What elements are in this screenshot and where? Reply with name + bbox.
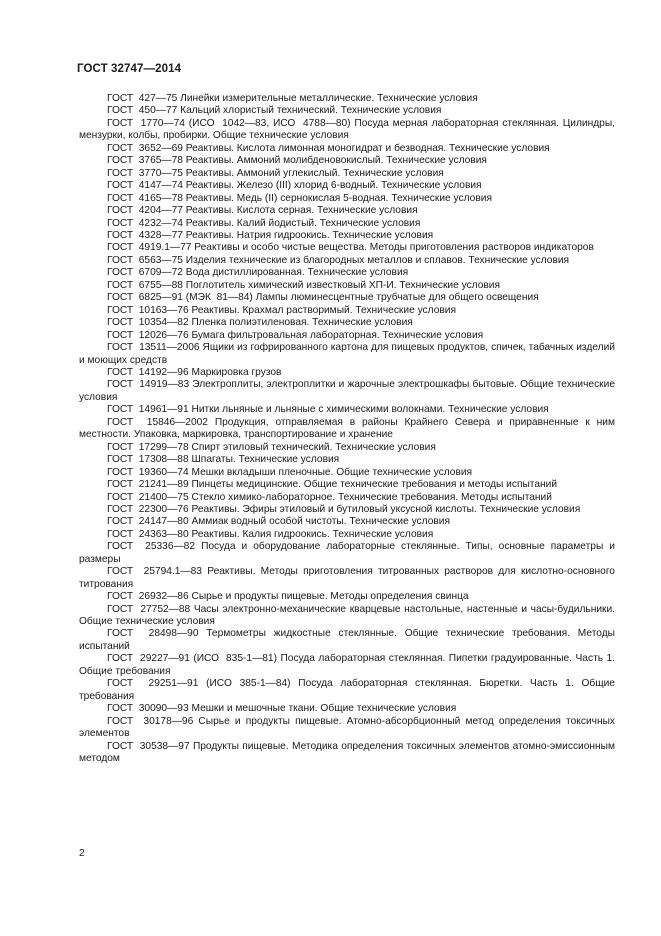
reference-code: ГОСТ 21400—75 xyxy=(107,491,189,503)
reference-title: Лампы люминесцентные трубчатые для общего освещения xyxy=(255,292,539,304)
reference-code: ГОСТ 13511—2006 xyxy=(107,342,200,354)
reference-title: Реактивы. Медь (II) сернокислая 5-водная. Технические условия xyxy=(185,192,492,204)
reference-title: Реактивы и особо чистые вещества. Методы приготовления растворов индикаторов xyxy=(194,242,594,254)
reference-code: ГОСТ 4204—77 xyxy=(107,205,183,217)
reference-title: Сырье и продукты пищевые. Методы определения свинца xyxy=(191,591,469,603)
reference-item xyxy=(79,417,615,442)
reference-code: ГОСТ 14192—96 xyxy=(107,366,189,378)
reference-code: ГОСТ 17299—78 xyxy=(107,441,189,453)
reference-title: Ящики из гофрированного картона для пищевых продуктов, спичек, табачных изделий и моющих средств xyxy=(79,342,615,366)
reference-item xyxy=(79,218,615,230)
reference-code: ГОСТ 14961—91 xyxy=(107,404,189,416)
reference-title: Мешки вкладыши пленочные. Общие технические условия xyxy=(191,466,473,478)
normative-references-list xyxy=(79,93,615,765)
reference-title: Посуда и оборудование лабораторные стеклянные. Типы, основные параметры и размеры xyxy=(79,541,615,565)
reference-title: Спирт этиловый технический. Технические условия xyxy=(191,441,436,453)
reference-item xyxy=(79,180,615,192)
reference-code: ГОСТ 6755—88 xyxy=(107,279,183,291)
reference-item xyxy=(79,467,615,479)
reference-item xyxy=(79,703,615,715)
reference-code: ГОСТ 30090—93 xyxy=(107,703,189,715)
reference-item xyxy=(79,541,615,566)
reference-code: ГОСТ 6563—75 xyxy=(107,254,183,266)
reference-item xyxy=(79,628,615,653)
reference-title: Пленка полиэтиленовая. Технические условия xyxy=(191,317,413,329)
reference-code: ГОСТ 30178—96 xyxy=(107,715,194,727)
reference-title: Продукты пищевые. Методика определения токсичных элементов атомно-эмиссионным методом xyxy=(79,740,615,765)
reference-code: ГОСТ 427—75 xyxy=(107,93,178,104)
reference-title: Кальций хлористый технический. Технические условия xyxy=(180,105,442,117)
reference-title: Мешки и мешочные ткани. Общие технические условия xyxy=(191,703,457,715)
reference-code: ГОСТ 14919—83 xyxy=(107,379,190,391)
reference-title: Бумага фильтровальная лабораторная. Технические условия xyxy=(191,329,484,341)
reference-title: Сырье и продукты пищевые. Атомно-абсорбционный метод определения токсичных элементов xyxy=(79,715,615,740)
reference-title: Реактивы. Натрия гидроокись. Технические условия xyxy=(185,229,434,241)
reference-title: Часы электронно-механические кварцевые настольные, настенные и часы-будильники. Общие технические условия xyxy=(79,603,615,628)
reference-item xyxy=(79,342,615,367)
reference-item xyxy=(79,479,615,491)
reference-item xyxy=(79,653,615,678)
reference-item xyxy=(79,566,615,591)
reference-code: ГОСТ 29227—91 (ИСО 835-1—81) xyxy=(107,653,277,665)
reference-item xyxy=(79,93,615,105)
reference-title: Реактивы. Методы приготовления титрованных растворов для кислотно-основного титрования xyxy=(79,566,615,590)
reference-code: ГОСТ 30538—97 xyxy=(107,740,190,752)
reference-title: Маркировка грузов xyxy=(191,366,282,378)
reference-item xyxy=(79,155,615,167)
reference-item xyxy=(79,330,615,342)
reference-code: ГОСТ 19360—74 xyxy=(107,466,189,478)
reference-code: ГОСТ 12026—76 xyxy=(107,329,189,341)
reference-title: Реактивы. Крахмал растворимый. Технические условия xyxy=(191,304,456,316)
reference-item xyxy=(79,404,615,416)
reference-title: Реактивы. Аммоний молибденовокислый. Технические условия xyxy=(185,155,487,167)
reference-code: ГОСТ 4328—77 xyxy=(107,229,183,241)
reference-item xyxy=(79,442,615,454)
reference-item xyxy=(79,292,615,304)
page-number: 2 xyxy=(79,848,85,859)
reference-code: ГОСТ 10163—76 xyxy=(107,304,189,316)
reference-title: Электроплиты, электроплитки и жарочные электрошкафы бытовые. Общие технические условия xyxy=(79,379,615,403)
standard-header: ГОСТ 32747—2014 xyxy=(77,63,182,75)
reference-item xyxy=(79,529,615,541)
reference-title: Стекло химико-лабораторное. Технические требования. Методы испытаний xyxy=(191,491,552,503)
reference-title: Аммиак водный особой чистоты. Технические условия xyxy=(191,516,450,528)
reference-item xyxy=(79,516,615,528)
reference-title: Термометры жидкостные стеклянные. Общие технические требования. Методы испытаний xyxy=(79,628,615,652)
reference-title: Поглотитель химический известковый ХП-И. Технические условия xyxy=(185,279,501,291)
reference-code: ГОСТ 10354—82 xyxy=(107,317,189,329)
reference-item xyxy=(79,604,615,629)
reference-item xyxy=(79,741,615,766)
reference-code: ГОСТ 26932—86 xyxy=(107,591,189,603)
reference-title: Посуда лабораторная стеклянная. Бюретки. Часть 1. Общие требования xyxy=(79,678,615,702)
reference-code: ГОСТ 24147—80 xyxy=(107,516,189,528)
reference-title: Изделия технические из благородных металлов и сплавов. Технические условия xyxy=(185,254,570,266)
reference-title: Реактивы. Железо (III) хлорид 6-водный. Технические условия xyxy=(185,180,482,192)
reference-item xyxy=(79,379,615,404)
reference-title: Линейки измерительные металлические. Технические условия xyxy=(180,93,478,104)
reference-title: Шпагаты. Технические условия xyxy=(191,454,340,466)
reference-item xyxy=(79,193,615,205)
reference-item xyxy=(79,242,615,254)
reference-code: ГОСТ 15846—2002 xyxy=(107,416,208,428)
reference-code: ГОСТ 28498—90 xyxy=(107,628,199,640)
reference-item xyxy=(79,454,615,466)
reference-code: ГОСТ 4165—78 xyxy=(107,192,183,204)
reference-code: ГОСТ 25336—82 xyxy=(107,541,196,553)
reference-item xyxy=(79,118,615,143)
reference-code: ГОСТ 25794.1—83 xyxy=(107,566,202,578)
reference-code: ГОСТ 4232—74 xyxy=(107,217,183,229)
reference-code: ГОСТ 3652—69 xyxy=(107,142,183,154)
reference-item xyxy=(79,504,615,516)
reference-code: ГОСТ 4147—74 xyxy=(107,180,183,192)
reference-item xyxy=(79,105,615,117)
reference-title: Реактивы. Кислота лимонная моногидрат и безводная. Технические условия xyxy=(185,142,550,154)
reference-code: ГОСТ 17308—88 xyxy=(107,454,189,466)
reference-code: ГОСТ 29251—91 (ИСО 385-1—84) xyxy=(107,678,291,690)
reference-code: ГОСТ 1770—74 (ИСО 1042—83, ИСО 4788—80) xyxy=(107,117,351,129)
reference-code: ГОСТ 6825—91 (МЭК 81—84) xyxy=(107,292,253,304)
reference-item xyxy=(79,230,615,242)
reference-code: ГОСТ 3770—75 xyxy=(107,167,183,179)
reference-code: ГОСТ 6709—72 xyxy=(107,267,183,279)
reference-title: Посуда мерная лабораторная стеклянная. Цилиндры, мензурки, колбы, пробирки. Общие технические условия xyxy=(79,117,615,142)
reference-item xyxy=(79,305,615,317)
reference-title: Реактивы. Кислота серная. Технические условия xyxy=(185,205,418,217)
reference-item xyxy=(79,367,615,379)
reference-item xyxy=(79,280,615,292)
reference-code: ГОСТ 24363—80 xyxy=(107,528,189,540)
reference-title: Реактивы. Аммоний углекислый. Технические условия xyxy=(185,167,444,179)
reference-title: Пинцеты медицинские. Общие технические требования и методы испытаний xyxy=(191,479,558,491)
reference-code: ГОСТ 27752—88 xyxy=(107,603,191,615)
reference-code: ГОСТ 3765—78 xyxy=(107,155,183,167)
reference-code: ГОСТ 450—77 xyxy=(107,105,178,117)
reference-code: ГОСТ 4919.1—77 xyxy=(107,242,192,254)
reference-code: ГОСТ 22300—76 xyxy=(107,503,189,515)
reference-title: Продукция, отправляемая в районы Крайнего Севера и приравненные к ним местности. Упаковка, маркировка, транспортирование и хранение xyxy=(79,416,615,441)
reference-item xyxy=(79,317,615,329)
reference-item xyxy=(79,716,615,741)
reference-item xyxy=(79,492,615,504)
reference-item xyxy=(79,678,615,703)
reference-item xyxy=(79,168,615,180)
reference-title: Реактивы. Калия гидроокись. Технические условия xyxy=(191,528,434,540)
reference-item xyxy=(79,267,615,279)
reference-title: Посуда лабораторная стеклянная. Пипетки градуированные. Часть 1. Общие требования xyxy=(79,653,615,677)
reference-item xyxy=(79,205,615,217)
reference-title: Нитки льняные и льняные с химическими волокнами. Технические условия xyxy=(191,404,549,416)
reference-title: Реактивы. Эфиры этиловый и бутиловый уксусной кислоты. Технические условия xyxy=(191,503,581,515)
reference-item xyxy=(79,255,615,267)
reference-code: ГОСТ 21241—89 xyxy=(107,479,189,491)
reference-item xyxy=(79,143,615,155)
reference-title: Реактивы. Калий йодистый. Технические условия xyxy=(185,217,421,229)
reference-item xyxy=(79,591,615,603)
reference-title: Вода дистиллированная. Технические условия xyxy=(185,267,409,279)
